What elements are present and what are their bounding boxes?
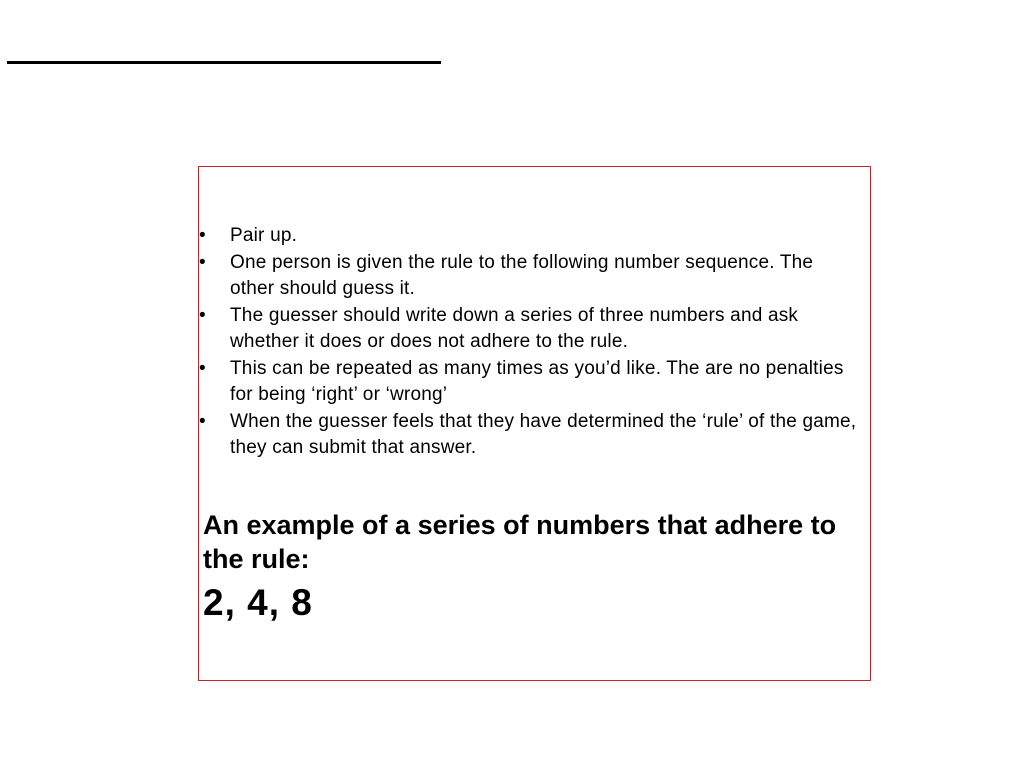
list-item — [199, 409, 859, 462]
bullet-icon: • — [199, 304, 206, 326]
bullet-icon: • — [199, 251, 206, 273]
bullet-icon: • — [199, 357, 206, 379]
title-underline — [7, 61, 441, 64]
list-item-text: Pair up. — [230, 225, 298, 246]
instructions-list — [199, 223, 859, 462]
bullet-icon: • — [199, 410, 206, 432]
list-item — [199, 250, 859, 303]
content-box — [198, 166, 871, 681]
bullet-icon: • — [199, 225, 206, 246]
list-item — [199, 356, 859, 409]
list-item-text: One person is given the rule to the following number sequence. The other should guess it. — [230, 251, 814, 299]
list-item-text: When the guesser feels that they have determined the ‘rule’ of the game, they can submit that answer. — [230, 410, 857, 458]
example-caption: An example of a series of numbers that adhere to the rule: — [203, 510, 837, 574]
list-item-text: The guesser should write down a series of three numbers and ask whether it does or does not adhere to the rule. — [230, 304, 799, 352]
list-item — [199, 223, 859, 250]
list-item — [199, 303, 859, 356]
example-sequence: 2, 4, 8 — [203, 582, 313, 623]
list-item-text: This can be repeated as many times as you’d like. The are no penalties for being ‘right’ or ‘wrong’ — [230, 357, 844, 405]
